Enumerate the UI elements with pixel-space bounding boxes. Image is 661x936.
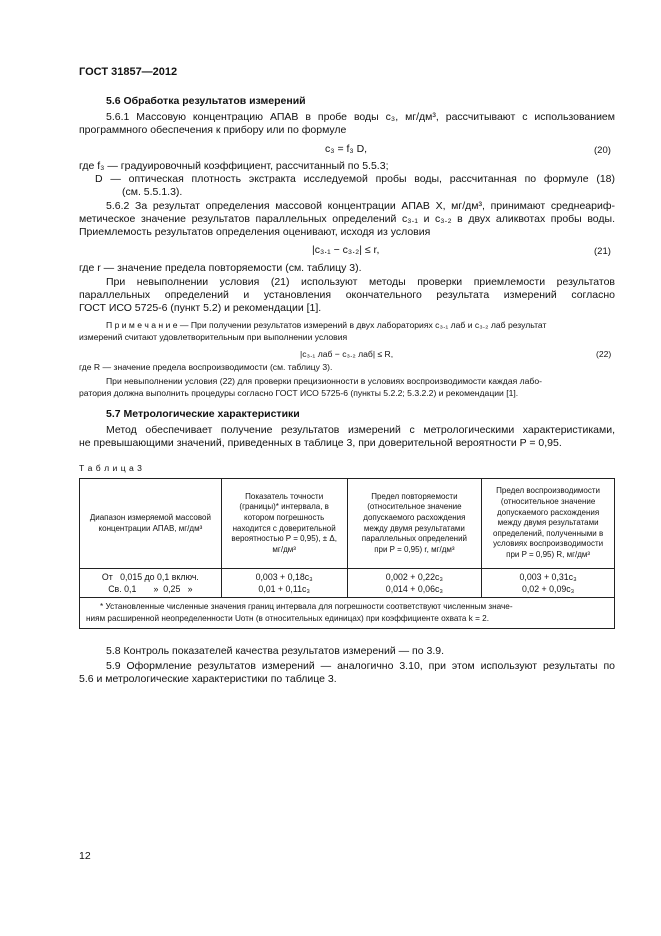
where-d-cont: (см. 5.5.1.3). <box>122 186 183 198</box>
header-cell-range: Диапазон измеряемой массовой концентрации АПАВ, мг/дм³ <box>80 479 222 569</box>
metrological-table <box>79 478 615 629</box>
section-5-6-heading: 5.6 Обработка результатов измерений <box>106 95 306 107</box>
paragraph-5-6-3-line3: ГОСТ ИСО 5725-6 (пункт 5.2) и рекомендации [1]. <box>79 302 322 314</box>
table-footnote: * Установленные численные значения границ интервала для погрешности соответствуют численным значе- ниям расширенной неопределенности Uотн (в относительных единицах) при коэффициенте охвата k = 2. <box>80 598 615 629</box>
where-d: D — оптическая плотность экстракта исследуемой пробы воды, рассчитанная по формуле (18) <box>95 173 615 185</box>
table-cell-range: От 0,015 до 0,1 включ. Св. 0,1 » 0,25 » <box>80 569 222 598</box>
equation-20: c₃ = f₃ D, <box>325 143 368 155</box>
page-number: 12 <box>79 850 91 862</box>
equation-21-number: (21) <box>594 246 611 257</box>
note-line1: П р и м е ч а н и е — При получении результатов измерений в двух лабораториях c₃.₁ лаб и c₃.₂ лаб результат <box>106 320 547 330</box>
equation-21: |c₃.₁ − c₃.₂| ≤ r, <box>312 244 380 256</box>
section-5-7-line1: Метод обеспечивает получение результатов измерений с метрологическими характеристиками, <box>106 424 615 436</box>
equation-22-number: (22) <box>596 349 612 359</box>
header-cell-reproducibility: Предел воспроизводимости (относительное значение допускаемого расхождения между двумя результатами определений, полученными в условиях воспроизводимости при P = 0,95) R, мг/дм³ <box>482 479 615 569</box>
table-cell-reproducibility: 0,003 + 0,31c₃ 0,02 + 0,09c₃ <box>482 569 615 598</box>
equation-22: |c₃.₁ лаб − c₃.₂ лаб| ≤ R, <box>300 349 394 359</box>
table-row <box>80 569 615 598</box>
section-5-7-heading: 5.7 Метрологические характеристики <box>106 408 300 420</box>
header-cell-repeatability: Предел повторяемости (относительное значение допускаемого расхождения между двумя результатами параллельных определений при P = 0,95) r, мг/дм³ <box>347 479 482 569</box>
note-paragraph-line2: ратория должна выполнить процедуры согласно ГОСТ ИСО 5725-6 (пункты 5.2.2; 5.3.2.2) и рекомендации [1]. <box>79 388 519 398</box>
section-5-8: 5.8 Контроль показателей качества результатов измерений — по 3.9. <box>106 645 444 657</box>
paragraph-5-6-3-line2: параллельных определений и установления окончательного результата измерений согласно <box>79 289 615 301</box>
table-caption: Т а б л и ц а 3 <box>79 463 143 473</box>
section-5-9-line1: 5.9 Оформление результатов измерений — аналогично 3.10, при этом используют результаты по <box>106 660 615 672</box>
paragraph-5-6-1-line2: программного обеспечения к прибору или по формуле <box>79 124 347 136</box>
table-cell-repeatability: 0,002 + 0,22c₃ 0,014 + 0,06c₃ <box>347 569 482 598</box>
note-paragraph-line1: При невыполнении условия (22) для проверки прецизионности в условиях воспроизводимости каждая лабо- <box>106 376 542 386</box>
paragraph-5-6-3-line1: При невыполнении условия (21) используют методы проверки приемлемости результатов <box>106 276 615 288</box>
section-5-9-line2: 5.6 и метрологические характеристики по таблице 3. <box>79 673 337 685</box>
note-where-r: где R — значение предела воспроизводимости (см. таблицу 3). <box>79 362 333 372</box>
section-5-7-line2: не превышающими значений, приведенных в таблице 3, при доверительной вероятности P = 0,95. <box>79 437 562 449</box>
equation-20-number: (20) <box>594 145 611 156</box>
where-r: где r — значение предела повторяемости (см. таблицу 3). <box>79 262 362 274</box>
where-f3: где f₃ — градуировочный коэффициент, рассчитанный по 5.5.3; <box>79 160 389 172</box>
paragraph-5-6-2-line2: метическое значение результатов параллельных определений c₃.₁ и c₃.₂ в двух аликвотах пробы воды. <box>79 213 615 225</box>
page-header: ГОСТ 31857—2012 <box>79 66 178 78</box>
table-footnote-row <box>80 598 615 629</box>
paragraph-5-6-1-line1: 5.6.1 Массовую концентрацию АПАВ в пробе воды c₃, мг/дм³, рассчитывают с использованием <box>106 111 615 123</box>
paragraph-5-6-2-line3: Приемлемость результатов определения оценивают, исходя из условия <box>79 226 431 238</box>
header-cell-accuracy: Показатель точности (границы)* интервала, в котором погрешность находится с доверительной вероятностью P = 0,95), ± Δ, мг/дм³ <box>221 479 347 569</box>
table-header-row <box>80 479 615 569</box>
paragraph-5-6-2-line1: 5.6.2 За результат определения массовой концентрации АПАВ X, мг/дм³, принимают среднеариф- <box>106 200 615 212</box>
note-line2: измерений считают удовлетворительным при выполнении условия <box>79 332 348 342</box>
table-cell-accuracy: 0,003 + 0,18c₃ 0,01 + 0,11c₃ <box>221 569 347 598</box>
